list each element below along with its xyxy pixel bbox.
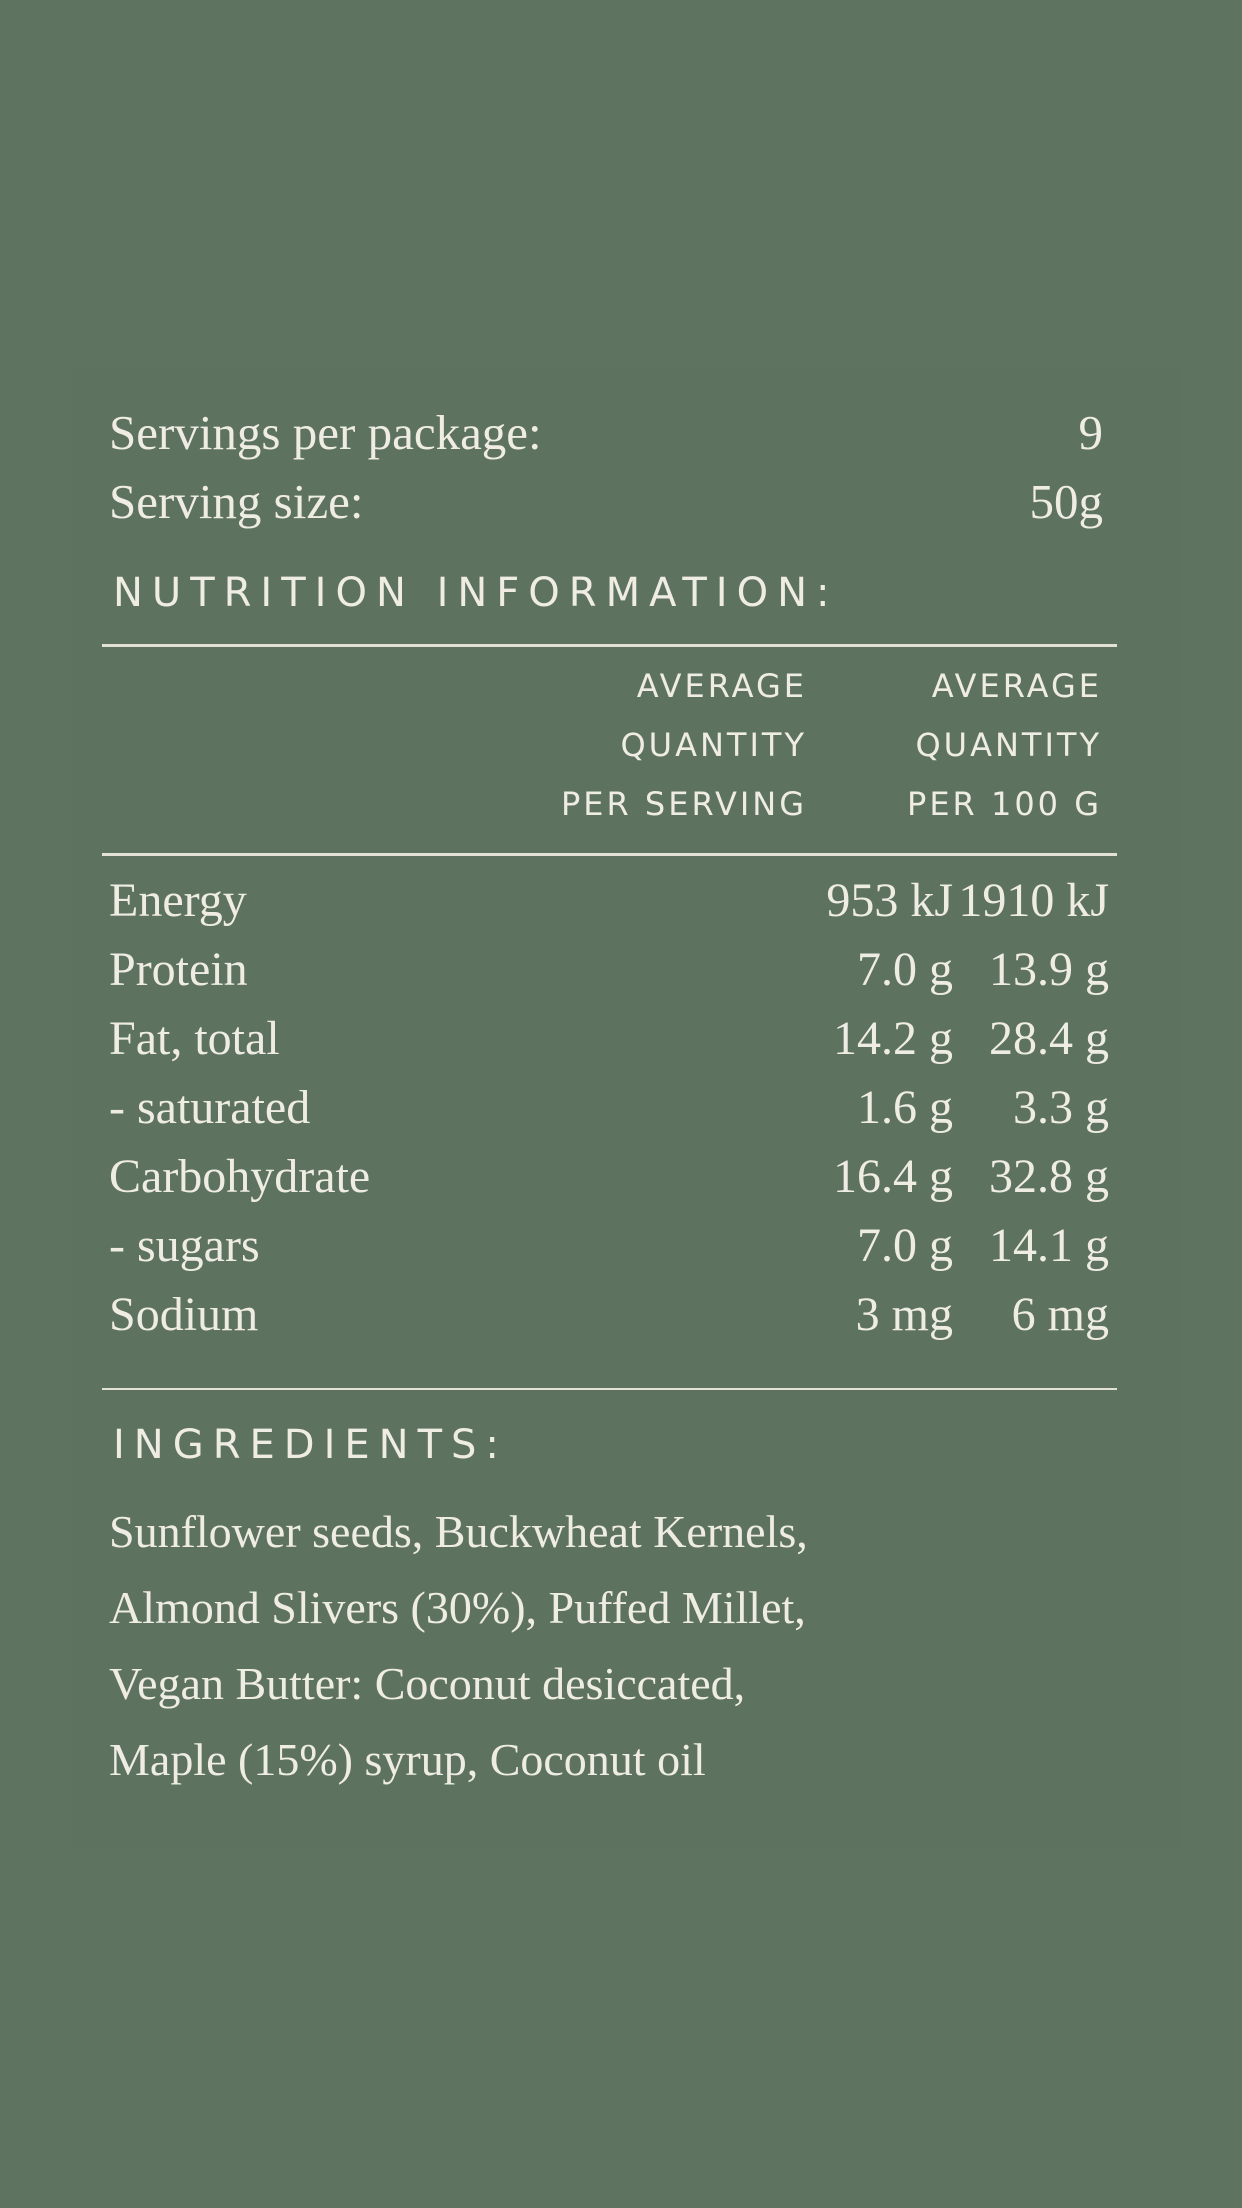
col-header-per-serving-line2: QUANTITY	[620, 726, 807, 764]
per-100g-value: 14.1 g	[989, 1219, 1109, 1272]
col-header-per-serving-line1: AVERAGE	[636, 667, 807, 705]
table-row	[109, 1216, 1109, 1276]
serving-size-row	[109, 470, 1103, 534]
row-label: Energy	[109, 874, 247, 927]
per-serving-value: 953 kJ	[826, 874, 953, 927]
servings-per-package-value: 9	[1078, 405, 1103, 460]
header-divider	[102, 853, 1117, 856]
per-100g-value: 13.9 g	[989, 943, 1109, 996]
table-row	[109, 1009, 1109, 1069]
per-serving-value: 16.4 g	[833, 1150, 953, 1203]
ingredients-line: Almond Slivers (30%), Puffed Millet,	[109, 1582, 806, 1633]
per-100g-value: 28.4 g	[989, 1012, 1109, 1065]
top-divider	[102, 644, 1117, 647]
col-header-per-100g	[772, 657, 1102, 834]
row-label: - saturated	[109, 1081, 311, 1134]
bottom-divider	[102, 1388, 1117, 1390]
per-serving-value: 3 mg	[855, 1288, 953, 1341]
row-label: - sugars	[109, 1219, 260, 1272]
table-row	[109, 1147, 1109, 1207]
per-100g-value: 1910 kJ	[958, 874, 1109, 927]
ingredients-line: Maple (15%) syrup, Coconut oil	[109, 1734, 706, 1785]
col-header-per-serving-line3: PER SERVING	[561, 785, 807, 823]
serving-size-value: 50g	[1029, 474, 1103, 529]
row-label: Carbohydrate	[109, 1150, 371, 1203]
row-label: Fat, total	[109, 1012, 280, 1065]
per-100g-value: 32.8 g	[989, 1150, 1109, 1203]
col-header-per-100g-line1: AVERAGE	[931, 667, 1102, 705]
per-serving-value: 14.2 g	[833, 1012, 953, 1065]
serving-size-label: Serving size:	[109, 474, 364, 529]
ingredients-text	[109, 1494, 1069, 1798]
per-serving-value: 7.0 g	[857, 943, 953, 996]
ingredients-heading: INGREDIENTS:	[113, 1422, 508, 1468]
per-100g-value: 6 mg	[1011, 1288, 1109, 1341]
per-100g-value: 3.3 g	[1013, 1081, 1109, 1134]
col-header-per-100g-line2: QUANTITY	[915, 726, 1102, 764]
table-row	[109, 1285, 1109, 1345]
col-header-per-100g-line3: PER 100 G	[907, 785, 1102, 823]
table-row	[109, 1078, 1109, 1138]
nutrition-heading: NUTRITION INFORMATION:	[113, 570, 839, 616]
ingredients-line: Vegan Butter: Coconut desiccated,	[109, 1658, 746, 1709]
col-header-per-serving	[477, 657, 807, 834]
row-label: Sodium	[109, 1288, 259, 1341]
servings-per-package-label: Servings per package:	[109, 405, 542, 460]
ingredients-line: Sunflower seeds, Buckwheat Kernels,	[109, 1506, 808, 1557]
per-serving-value: 7.0 g	[857, 1219, 953, 1272]
table-row	[109, 940, 1109, 1000]
servings-per-package-row	[109, 401, 1103, 465]
per-serving-value: 1.6 g	[857, 1081, 953, 1134]
row-label: Protein	[109, 943, 248, 996]
table-row	[109, 871, 1109, 931]
